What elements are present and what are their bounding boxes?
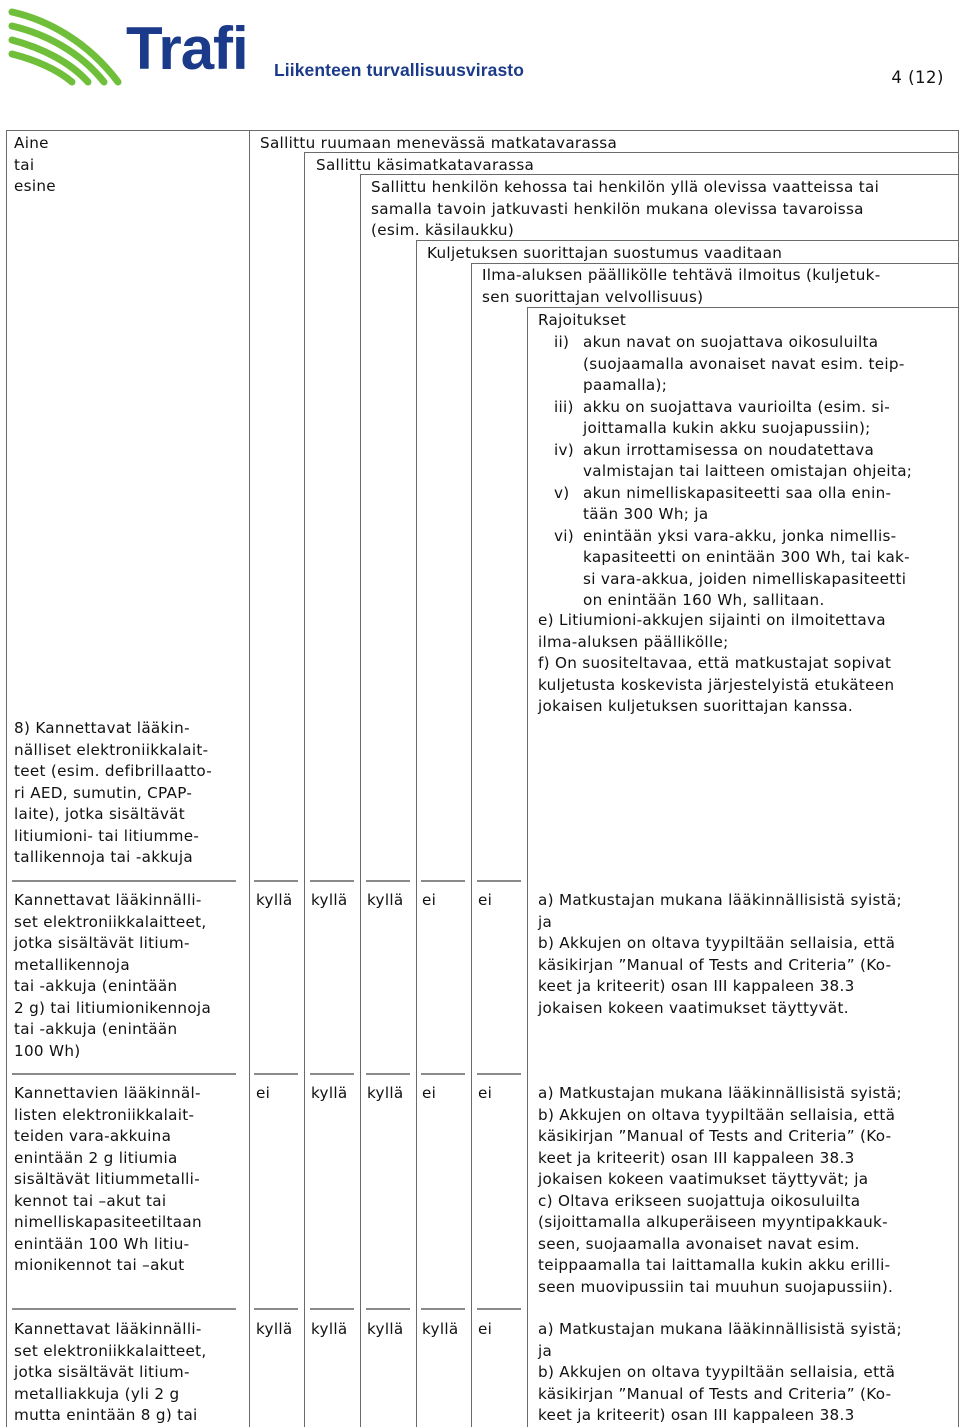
restriction-notes: e) Litiumioni-akkujen sijainti on ilmoitettava ilma-aluksen päällikölle; f) On suositeltavaa, että matkustajat sopivat kuljetusta koskevista järjestelyistä etukäteen jokaisen kuljetuksen suorittajan kanssa.	[538, 611, 895, 715]
cell-on-person: kyllä	[367, 1320, 404, 1338]
cell-restrictions: a) Matkustajan mukana lääkinnällisistä syistä; ja b) Akkujen on oltava tyypiltään sellaisia, että käsikirjan ”Manual of Tests and Criteria” (Ko- keet ja kriteerit) osan III kappaleen 38.3	[538, 1320, 902, 1424]
cell-on-person: kyllä	[367, 891, 404, 909]
restriction-item-number: ii)	[554, 333, 570, 351]
restriction-list	[554, 332, 958, 612]
restriction-item	[554, 526, 958, 612]
restriction-item-text: akun navat on suojattava oikosuluilta (suojaamalla avonaiset navat esim. teip- paamalla);	[583, 333, 905, 394]
cell-checked-baggage: ei	[256, 1084, 271, 1102]
restriction-item-number: iii)	[554, 397, 574, 416]
restriction-item-number: vi)	[554, 526, 575, 545]
restriction-item	[554, 397, 958, 440]
cell-carry-on: kyllä	[311, 891, 348, 909]
cell-operator-approval: ei	[422, 891, 437, 909]
row-label: Kannettavat lääkinnälli- set elektroniikkalaitteet, jotka sisältävät litium- metallikennoja tai -akkuja (enintään 2 g) tai litiumionikennoja tai -akkuja (enintään 100 Wh)	[14, 891, 212, 1060]
cell-pilot-notification: ei	[478, 1320, 493, 1338]
restriction-item	[554, 483, 958, 526]
header-carry-on-baggage: Sallittu käsimatkatavarassa	[316, 156, 535, 174]
header-restrictions: Rajoitukset	[538, 311, 627, 329]
cell-operator-approval: kyllä	[422, 1320, 459, 1338]
restriction-item-text: akku on suojattava vaurioilta (esim. si- joittamalla kukin akku suojapussiin);	[583, 397, 890, 437]
header-pilot-notification: Ilma-aluksen päällikölle tehtävä ilmoitus (kuljetuk- sen suorittajan velvollisuus)	[482, 266, 881, 306]
restriction-item-text: akun irrottamisessa on noudatettava valmistajan tai laitteen omistajan ohjeita;	[583, 440, 913, 480]
restriction-item-number: iv)	[554, 440, 575, 459]
cell-checked-baggage: kyllä	[256, 891, 293, 909]
header-checked-baggage: Sallittu ruumaan menevässä matkatavarassa	[260, 134, 618, 152]
cell-pilot-notification: ei	[478, 891, 493, 909]
cell-operator-approval: ei	[422, 1084, 437, 1102]
cell-pilot-notification: ei	[478, 1084, 493, 1102]
restriction-item	[554, 440, 958, 483]
brand-subtitle: Liikenteen turvallisuusvirasto	[274, 60, 525, 80]
row-label: Kannettavat lääkinnälli- set elektroniikkalaitteet, jotka sisältävät litium- metalliakkuja (yli 2 g mutta enintään 8 g) tai	[14, 1320, 207, 1424]
page-number: 4 (12)	[891, 68, 944, 87]
restriction-item-text: akun nimelliskapasiteetti saa olla enin- tään 300 Wh; ja	[583, 483, 892, 523]
cell-checked-baggage: kyllä	[256, 1320, 293, 1338]
restriction-item	[554, 332, 958, 397]
header-operator-approval: Kuljetuksen suorittajan suostumus vaaditaan	[427, 244, 783, 262]
row-label-medical-devices: 8) Kannettavat lääkin- nälliset elektroniikkalait- teet (esim. defibrillaatto- ri AED, sumutin, CPAP- laite), jotka sisältävät litiumioni- tai litiumme- tallikennoja tai -akkuja	[14, 719, 213, 866]
restriction-item-text: enintään yksi vara-akku, jonka nimellis- kapasiteetti on enintään 300 Wh, tai kak- si vara-akkua, joiden nimelliskapasiteetti on enintään 160 Wh, sallitaan.	[583, 526, 910, 609]
brand-name: Trafi	[126, 15, 248, 82]
cell-restrictions: a) Matkustajan mukana lääkinnällisistä syistä; b) Akkujen on oltava tyypiltään sellaisia, että käsikirjan ”Manual of Tests and Criteria” (Ko- keet ja kriteerit) osan III kappaleen 38.3 jokaisen kokeen vaatimukset täyttyvät; ja c) Oltava erikseen suojattuja oikosuluilta (sijoittamalla alkuperäiseen myyntipakkauk- seen, suojaamalla avonaiset navat esim. teippaamalla tai laittamalla kukin akku erilli- seen muovipussiin tai muuhun suojapussiin).	[538, 1084, 902, 1296]
cell-carry-on: kyllä	[311, 1084, 348, 1102]
cell-on-person: kyllä	[367, 1084, 404, 1102]
header-on-person: Sallittu henkilön kehossa tai henkilön yllä olevissa vaatteissa tai samalla tavoin jatkuvasti henkilön mukana olevissa tavaroissa (esim. käsilaukku)	[371, 178, 880, 239]
cell-carry-on: kyllä	[311, 1320, 348, 1338]
column-header-substance: Aine tai esine	[14, 134, 56, 195]
row-label: Kannettavien lääkinnäl- listen elektroniikkalait- teiden vara-akkuina enintään 2 g litiumia sisältävät litiummetalli- kennot tai –akut tai nimelliskapasiteetiltaan enintään 100 Wh litiu- mionikennot tai –akut	[14, 1084, 202, 1274]
restriction-item-number: v)	[554, 483, 570, 502]
trafi-swoosh-icon	[8, 6, 138, 86]
cell-restrictions: a) Matkustajan mukana lääkinnällisistä syistä; ja b) Akkujen on oltava tyypiltään sellaisia, että käsikirjan ”Manual of Tests and Criteria” (Ko- keet ja kriteerit) osan III kappaleen 38.3 jokaisen kokeen vaatimukset täyttyvät.	[538, 891, 902, 1017]
